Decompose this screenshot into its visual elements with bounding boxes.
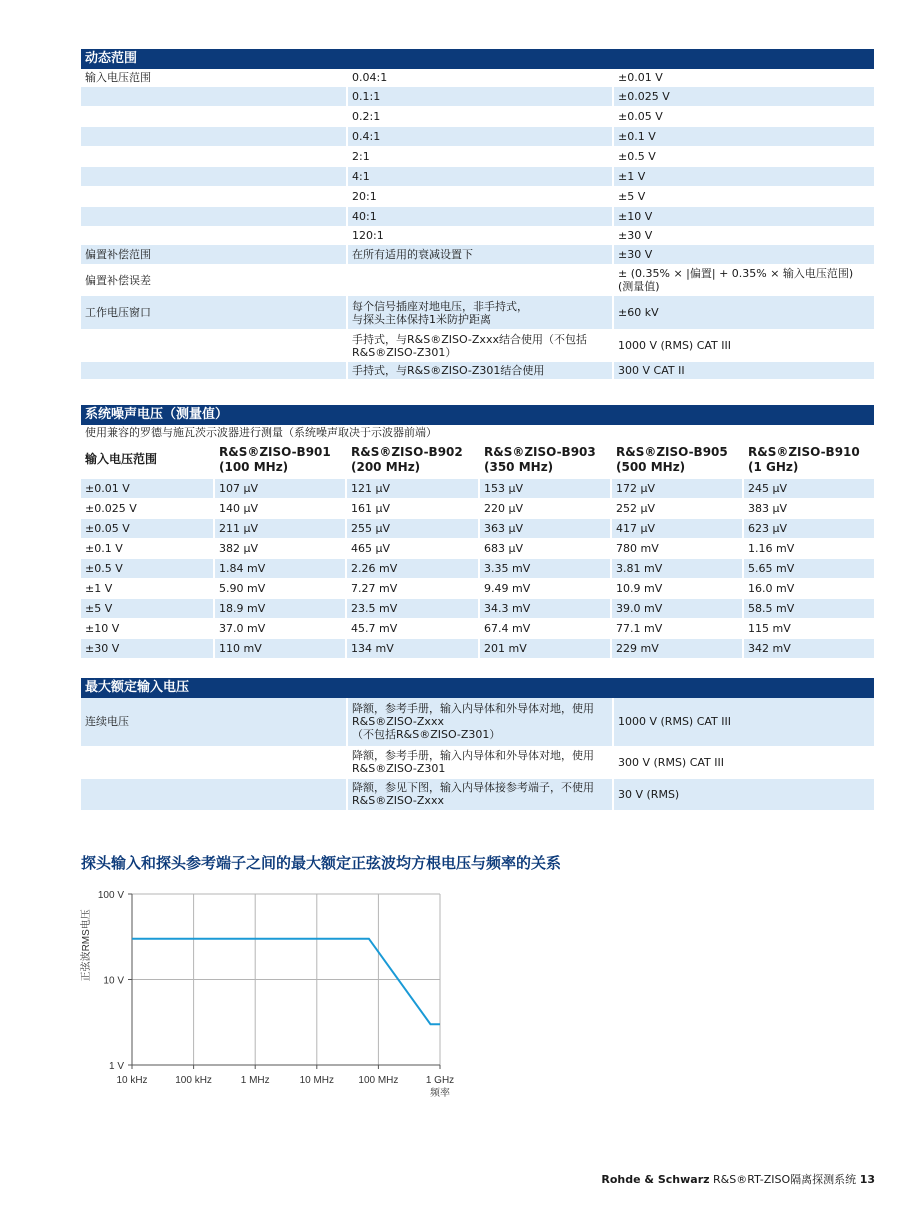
noise-value: 465 µV — [346, 538, 479, 558]
table-row — [81, 598, 874, 618]
row-condition: 0.4:1 — [347, 127, 613, 147]
max-rated-title: 最大额定输入电压 — [81, 678, 874, 698]
noise-title: 系统噪声电压（测量值） — [81, 405, 874, 425]
noise-value: 1.84 mV — [214, 558, 346, 578]
table-row — [81, 362, 874, 380]
row-condition: 手持式，与R&S®ZISO-Z301结合使用 — [347, 362, 613, 380]
noise-value: 67.4 mV — [479, 618, 611, 638]
table-row — [81, 518, 874, 538]
table-row — [81, 147, 874, 167]
row-label — [81, 207, 347, 227]
noise-value: 417 µV — [611, 518, 743, 538]
column-header-bandwidth: (350 MHz) — [484, 459, 554, 474]
row-condition: 手持式，与R&S®ZISO-Zxxx结合使用（不包括 R&S®ZISO-Z301） — [347, 330, 613, 362]
noise-value: 34.3 mV — [479, 598, 611, 618]
row-condition: 降额，参见下图，输入内导体接参考端子，不使用 R&S®ZISO-Zxxx — [347, 778, 613, 810]
dynamic-range-section — [81, 49, 874, 380]
noise-value: 5.90 mV — [214, 578, 346, 598]
table-row — [81, 698, 874, 746]
table-row — [81, 207, 874, 227]
noise-value: 5.65 mV — [743, 558, 874, 578]
table-row — [81, 330, 874, 362]
row-condition: 降额，参考手册，输入内导体和外导体对地，使用 R&S®ZISO-Z301 — [347, 746, 613, 778]
noise-value: 229 mV — [611, 638, 743, 658]
row-label: 工作电压窗口 — [81, 296, 347, 330]
row-value: ±60 kV — [613, 296, 874, 330]
row-label: ±1 V — [81, 578, 214, 598]
row-label — [81, 167, 347, 187]
row-label — [81, 746, 347, 778]
row-value: ±0.5 V — [613, 147, 874, 167]
noise-value: 383 µV — [743, 498, 874, 518]
column-header-bandwidth: (100 MHz) — [219, 459, 289, 474]
x-axis-label: 频率 — [430, 1088, 450, 1099]
y-axis-label: 正弦波RMS电压 — [81, 909, 92, 982]
row-value: 30 V (RMS) — [613, 778, 874, 810]
column-header-bandwidth: (1 GHz) — [748, 459, 799, 474]
noise-value: 363 µV — [479, 518, 611, 538]
noise-value: 115 mV — [743, 618, 874, 638]
column-header — [346, 442, 479, 478]
table-row — [81, 578, 874, 598]
noise-value: 245 µV — [743, 478, 874, 498]
row-condition: 2:1 — [347, 147, 613, 167]
table-row — [81, 107, 874, 127]
column-header-model: R&S®ZISO-B905 — [616, 444, 728, 459]
table-row — [81, 167, 874, 187]
x-tick-label: 1 MHz — [240, 1075, 270, 1086]
table-row — [81, 478, 874, 498]
noise-value: 780 mV — [611, 538, 743, 558]
row-condition: 0.1:1 — [347, 87, 613, 107]
row-label: 偏置补偿误差 — [81, 265, 347, 296]
row-label: ±10 V — [81, 618, 214, 638]
column-header — [81, 442, 214, 478]
noise-value: 172 µV — [611, 478, 743, 498]
row-label: 输入电压范围 — [81, 69, 347, 87]
table-row — [81, 296, 874, 330]
table-header-row — [81, 442, 874, 478]
row-label — [81, 227, 347, 245]
noise-value: 153 µV — [479, 478, 611, 498]
row-label — [81, 330, 347, 362]
noise-value: 37.0 mV — [214, 618, 346, 638]
row-label: ±0.01 V — [81, 478, 214, 498]
dynamic-range-table — [81, 69, 874, 380]
noise-value: 2.26 mV — [346, 558, 479, 578]
row-condition: 20:1 — [347, 187, 613, 207]
table-row — [81, 245, 874, 265]
noise-value: 18.9 mV — [214, 598, 346, 618]
row-label — [81, 147, 347, 167]
row-condition: 0.2:1 — [347, 107, 613, 127]
column-header — [743, 442, 874, 478]
y-tick-label: 100 V — [97, 890, 124, 901]
row-label: ±30 V — [81, 638, 214, 658]
noise-value: 683 µV — [479, 538, 611, 558]
row-value: 1000 V (RMS) CAT III — [613, 330, 874, 362]
y-tick-label: 1 V — [108, 1061, 124, 1072]
row-value: 1000 V (RMS) CAT III — [613, 698, 874, 746]
noise-value: 58.5 mV — [743, 598, 874, 618]
noise-value: 10.9 mV — [611, 578, 743, 598]
row-condition: 每个信号插座对地电压，非手持式， 与探头主体保持1米防护距离 — [347, 296, 613, 330]
row-value: ±5 V — [613, 187, 874, 207]
row-value: ±30 V — [613, 227, 874, 245]
table-row — [81, 638, 874, 658]
x-tick-label: 10 kHz — [116, 1075, 148, 1086]
row-value: 300 V CAT II — [613, 362, 874, 380]
row-condition: 4:1 — [347, 167, 613, 187]
row-condition: 40:1 — [347, 207, 613, 227]
row-value: ± (0.35% × |偏置| + 0.35% × 输入电压范围) (测量值) — [613, 265, 874, 296]
row-label — [81, 187, 347, 207]
table-row — [81, 538, 874, 558]
column-header-model: R&S®ZISO-B910 — [748, 444, 860, 459]
series-line — [132, 939, 440, 1025]
row-value: 300 V (RMS) CAT III — [613, 746, 874, 778]
noise-value: 342 mV — [743, 638, 874, 658]
noise-value: 220 µV — [479, 498, 611, 518]
x-tick-label: 10 MHz — [299, 1075, 335, 1086]
max-rated-section — [81, 678, 874, 811]
noise-value: 107 µV — [214, 478, 346, 498]
row-condition: 0.04:1 — [347, 69, 613, 87]
column-header — [214, 442, 346, 478]
footer-page-number: 13 — [859, 1173, 875, 1186]
noise-value: 45.7 mV — [346, 618, 479, 638]
table-row — [81, 778, 874, 810]
table-row — [81, 558, 874, 578]
row-condition — [347, 265, 613, 296]
y-tick-label: 10 V — [103, 975, 124, 987]
noise-value: 77.1 mV — [611, 618, 743, 638]
noise-value: 3.81 mV — [611, 558, 743, 578]
noise-value: 201 mV — [479, 638, 611, 658]
table-row — [81, 69, 874, 87]
noise-table — [81, 442, 874, 659]
row-label — [81, 127, 347, 147]
noise-value: 9.49 mV — [479, 578, 611, 598]
noise-value: 255 µV — [346, 518, 479, 538]
table-row — [81, 187, 874, 207]
row-label — [81, 87, 347, 107]
footer-product: R&S®RT-ZISO隔离探测系统 — [713, 1173, 857, 1186]
row-label: ±5 V — [81, 598, 214, 618]
row-label: ±0.1 V — [81, 538, 214, 558]
noise-value: 211 µV — [214, 518, 346, 538]
noise-value: 16.0 mV — [743, 578, 874, 598]
row-value: ±1 V — [613, 167, 874, 187]
x-tick-label: 1 GHz — [425, 1075, 455, 1086]
noise-note: 使用兼容的罗德与施瓦茨示波器进行测量（系统噪声取决于示波器前端） — [81, 425, 874, 442]
row-label — [81, 362, 347, 380]
row-condition: 120:1 — [347, 227, 613, 245]
row-value: ±10 V — [613, 207, 874, 227]
table-row — [81, 498, 874, 518]
noise-section — [81, 405, 874, 659]
table-row — [81, 87, 874, 107]
row-label: ±0.5 V — [81, 558, 214, 578]
row-condition: 降额，参考手册，输入内导体和外导体对地，使用 R&S®ZISO-Zxxx （不包括R&S®ZISO-Z301） — [347, 698, 613, 746]
row-label: ±0.05 V — [81, 518, 214, 538]
chart-title: 探头输入和探头参考端子之间的最大额定正弦波均方根电压与频率的关系 — [81, 854, 562, 872]
noise-value: 3.35 mV — [479, 558, 611, 578]
x-tick-label: 100 kHz — [175, 1075, 212, 1086]
noise-value: 23.5 mV — [346, 598, 479, 618]
table-row — [81, 265, 874, 296]
row-label — [81, 778, 347, 810]
noise-value: 39.0 mV — [611, 598, 743, 618]
noise-value: 110 mV — [214, 638, 346, 658]
table-row — [81, 127, 874, 147]
row-condition: 在所有适用的衰减设置下 — [347, 245, 613, 265]
table-row — [81, 746, 874, 778]
table-row — [81, 618, 874, 638]
column-header-model: R&S®ZISO-B901 — [219, 444, 331, 459]
row-label: ±0.025 V — [81, 498, 214, 518]
row-value: ±0.1 V — [613, 127, 874, 147]
row-value: ±0.05 V — [613, 107, 874, 127]
row-value: ±0.025 V — [613, 87, 874, 107]
noise-value: 140 µV — [214, 498, 346, 518]
noise-value: 1.16 mV — [743, 538, 874, 558]
row-value: ±0.01 V — [613, 69, 874, 87]
table-row — [81, 227, 874, 245]
column-header-model: R&S®ZISO-B903 — [484, 444, 596, 459]
noise-value: 252 µV — [611, 498, 743, 518]
noise-value: 161 µV — [346, 498, 479, 518]
column-header-model: R&S®ZISO-B902 — [351, 444, 463, 459]
column-header — [479, 442, 611, 478]
x-tick-label: 100 MHz — [358, 1075, 399, 1086]
column-header-bandwidth: (200 MHz) — [351, 459, 421, 474]
noise-value: 7.27 mV — [346, 578, 479, 598]
dynamic-range-title: 动态范围 — [81, 49, 874, 69]
noise-value: 121 µV — [346, 478, 479, 498]
noise-value: 623 µV — [743, 518, 874, 538]
footer-brand: Rohde & Schwarz — [601, 1173, 710, 1186]
max-rated-table — [81, 698, 874, 811]
noise-value: 134 mV — [346, 638, 479, 658]
row-value: ±30 V — [613, 245, 874, 265]
voltage-frequency-chart — [72, 880, 532, 1110]
column-header-model: 输入电压范围 — [85, 452, 158, 467]
noise-value: 382 µV — [214, 538, 346, 558]
row-label — [81, 107, 347, 127]
column-header-bandwidth: (500 MHz) — [616, 459, 686, 474]
page-footer — [601, 1171, 875, 1187]
column-header — [611, 442, 743, 478]
row-label: 偏置补偿范围 — [81, 245, 347, 265]
row-label: 连续电压 — [81, 698, 347, 746]
